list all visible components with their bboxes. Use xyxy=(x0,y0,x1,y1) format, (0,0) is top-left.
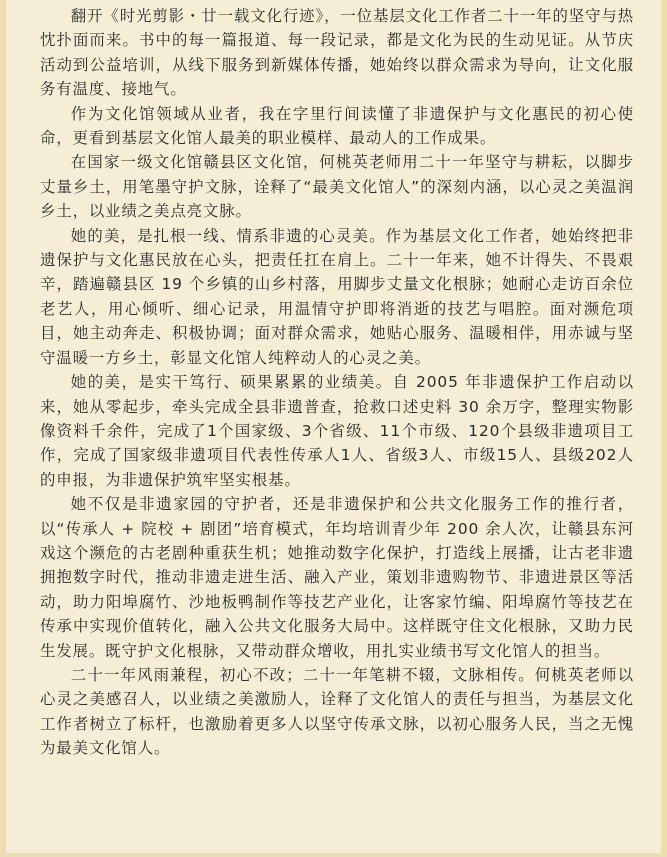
paragraph-reflection: 作为文化馆领域从业者，我在字里行间读懂了非遗保护与文化惠民的初心使命，更看到基层文化馆人最美的职业模样、最动人的工作成果。 xyxy=(40,104,634,148)
paragraph-conclusion: 二十一年风雨兼程，初心不改；二十一年笔耕不辍，文脉相传。何桃英老师以心灵之美感召人，以业绩之美激励人，诠释了文化馆人的责任与担当，为基层文化工作者树立了标杆，也激励着更多人以坚守传承文脉，以初心服务人民，当之无愧为最美文化馆人。 xyxy=(40,665,634,758)
bottom-strip xyxy=(0,853,667,857)
article-body xyxy=(40,4,634,761)
right-decorative-bar xyxy=(661,0,667,857)
paragraph-profile: 在国家一级文化馆赣县区文化馆，何桃英老师用二十一年坚守与耕耘，以脚步丈量乡土，用笔墨守护文脉，诠释了“最美文化馆人”的深刻内涵，以心灵之美温润乡土，以业绩之美点亮文脉。 xyxy=(40,153,634,221)
paragraph-spirit: 她的美，是扎根一线、情系非遗的心灵美。作为基层文化工作者，她始终把非遗保护与文化惠民放在心头，把责任扛在肩上。二十一年来，她不计得失、不畏艰辛，踏遍赣县区 19 个乡镇的山乡村落，用脚步丈量文化根脉；她耐心走访百余位老艺人，用心倾听、细心记录，用温情守护即将消逝的技艺与唱腔。面对濒危项目，她主动奔走、积极协调；面对群众需求，她贴心服务、温暖相伴，用赤诚与坚守温暖一方乡土，彰显文化馆人纯粹动人的心灵之美。 xyxy=(40,226,634,367)
paragraph-intro: 翻开《时光剪影・廿一载文化行迹》，一位基层文化工作者二十一年的坚守与热忱扑面而来。书中的每一篇报道、每一段记录，都是文化为民的生动见证。从节庆活动到公益培训，从线下服务到新媒体传播，她始终以群众需求为导向，让文化服务有温度、接地气。 xyxy=(40,7,634,99)
paragraph-promotion: 她不仅是非遗家园的守护者，还是非遗保护和公共文化服务工作的推行者，以“传承人 + 院校 + 剧团”培育模式，年均培训青少年 200 余人次，让赣县东河戏这个濒危的古老剧种重获生机；她推动数字化保护，打造线上展播，让古老非遗拥抱数字时代，推动非遗走进生活、融入产业，策划非遗购物节、非遗进景区等活动，助力阳埠腐竹、沙地板鸭制作等技艺产业化，让客家竹编、阳埠腐竹等技艺在传承中实现价值转化，融入公共文化服务大局中。这样既守住文化根脉，又助力民生发展。既守护文化根脉，又带动群众增收，用扎实业绩书写文化馆人的担当。 xyxy=(40,495,634,660)
left-decorative-bar xyxy=(0,0,6,857)
paragraph-achievements: 她的美，是实干笃行、硕果累累的业绩美。自 2005 年非遗保护工作启动以来，她从零起步，牵头完成全县非遗普查，抢救口述史料 30 余万字，整理实物影像资料千余件，完成了1个国家级、3个省级、11个市级、120个县级非遗项目工作，完成了国家级非遗项目代表性传承人1人、省级3人、市级15人、县级202人的申报，为非遗保护筑牢坚实根基。 xyxy=(40,373,634,489)
